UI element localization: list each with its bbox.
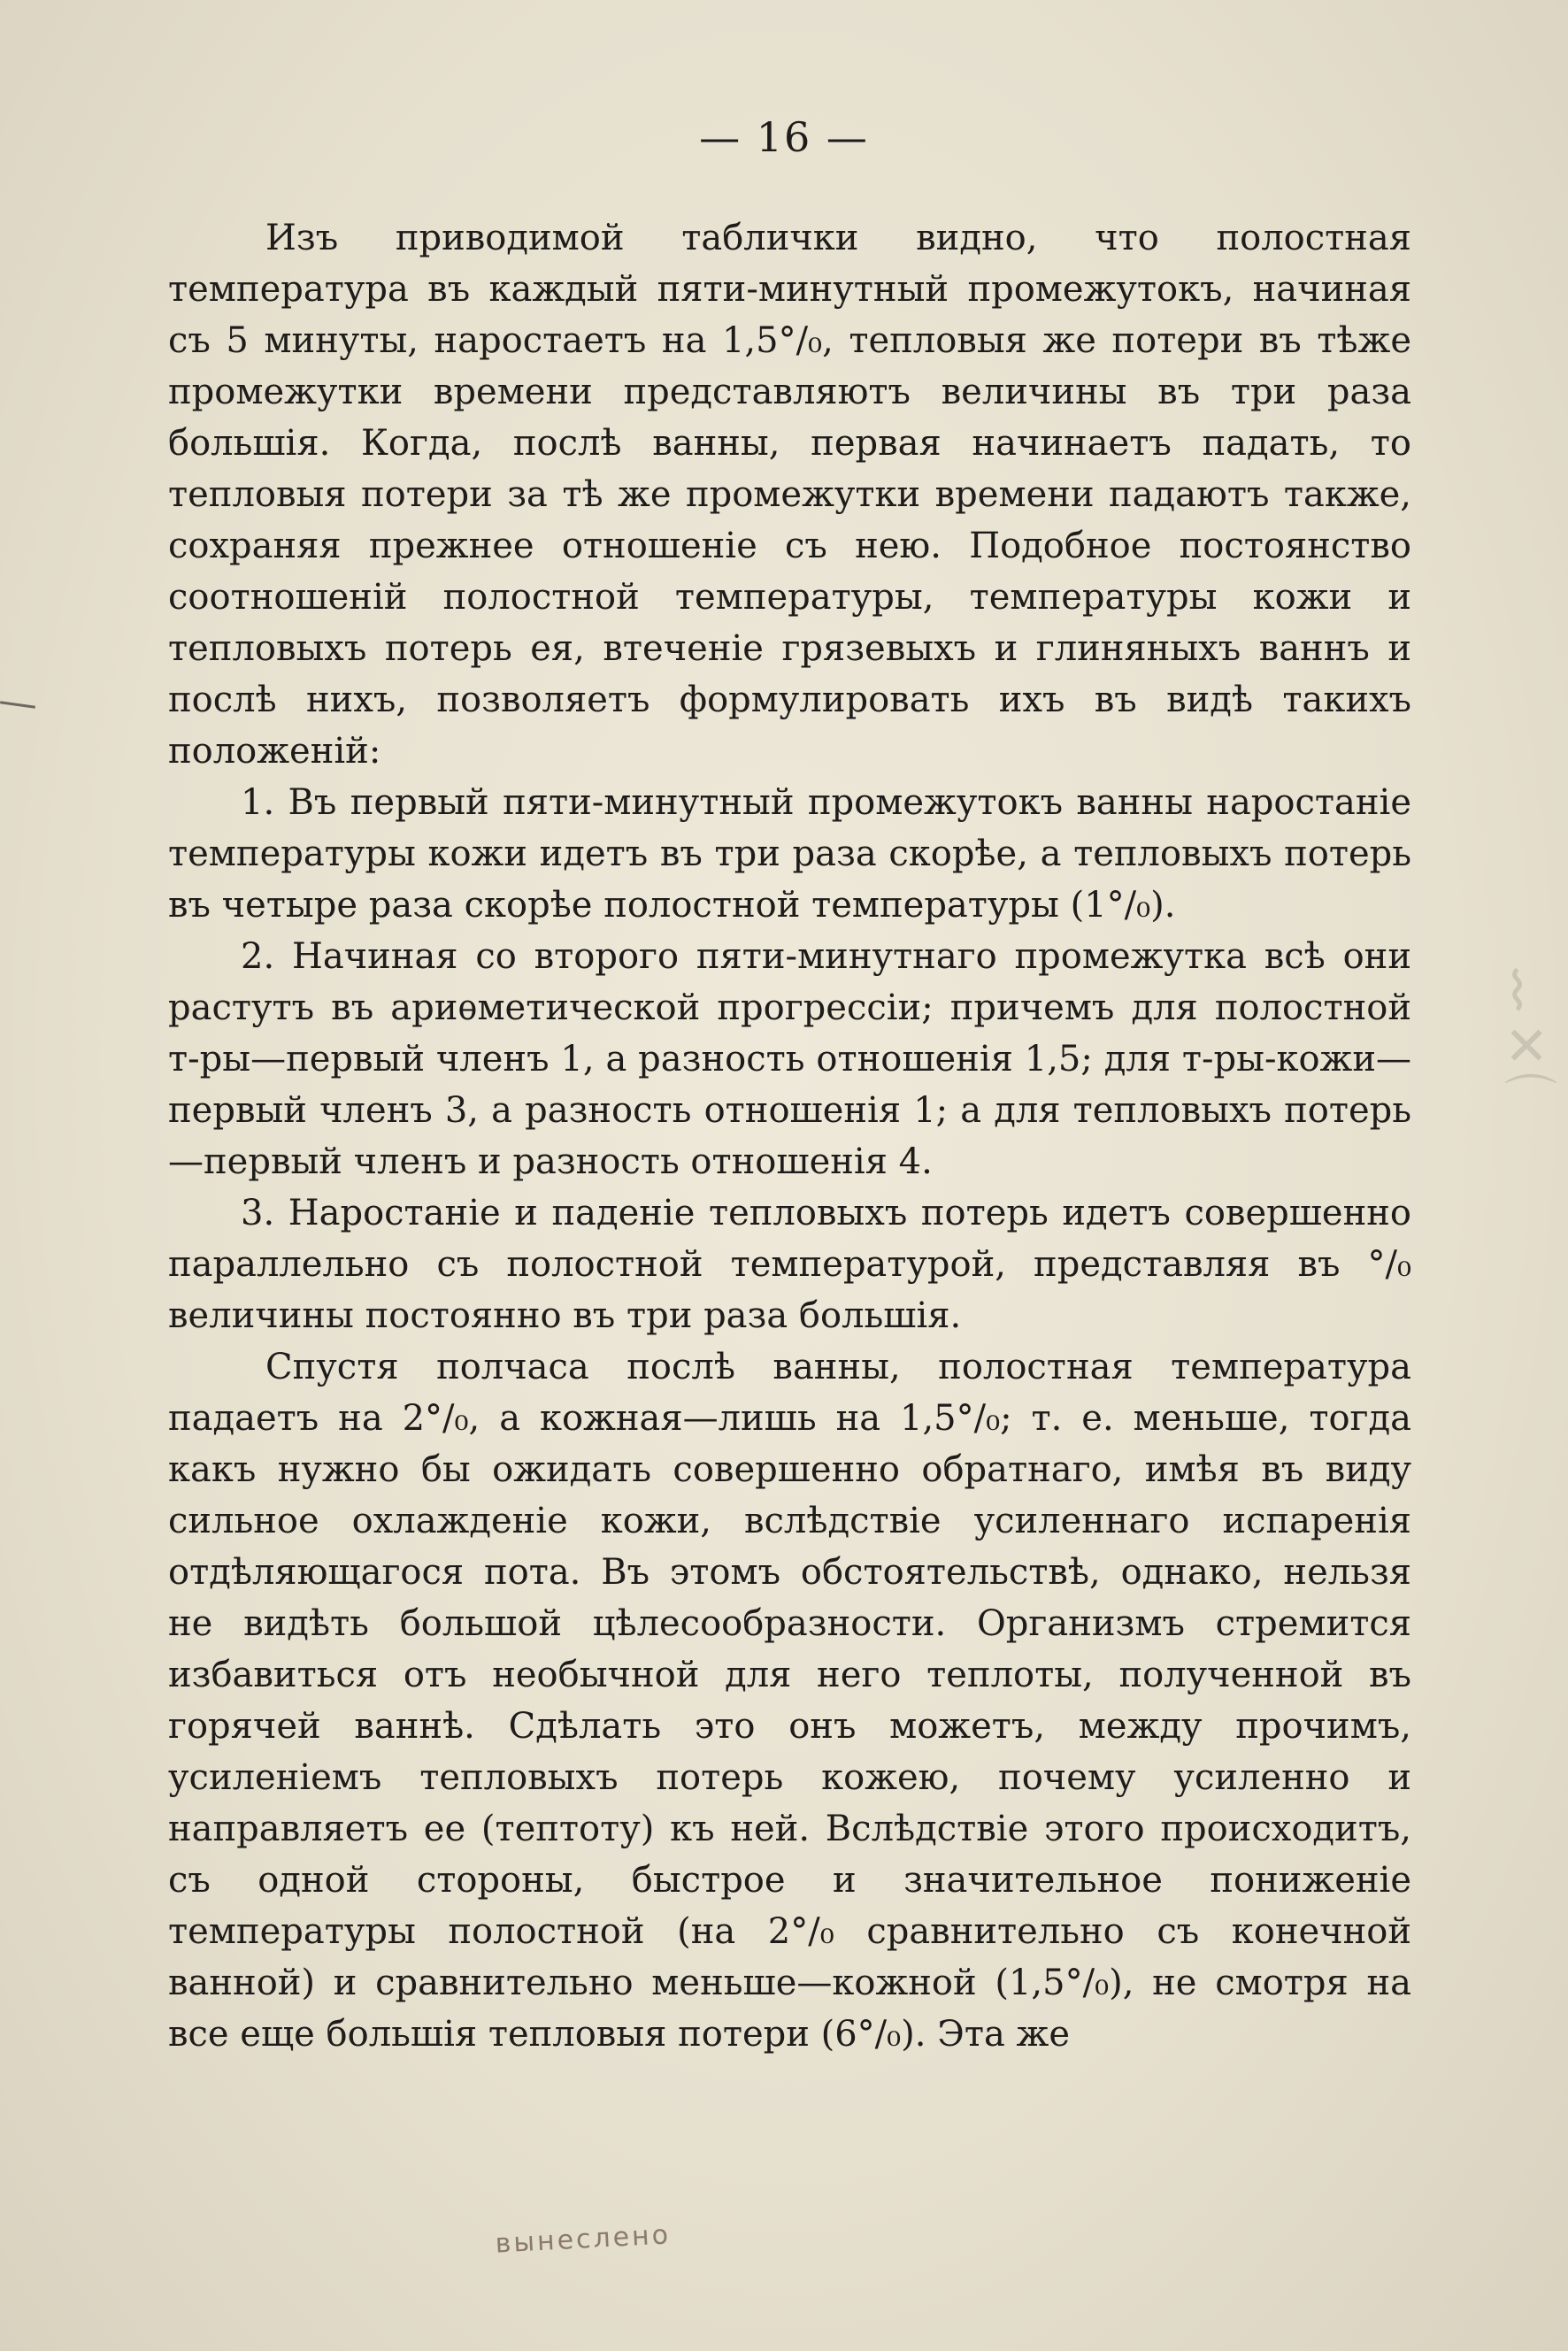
margin-dash-mark	[0, 701, 35, 709]
margin-scribble-mark: ⌇ ✕ ⌒	[1504, 961, 1557, 1133]
paragraph-item-2: 2. Начиная со второго пяти-минутнаго промежутка всѣ они растутъ въ ариѳметической прогрессіи; причемъ для полостной т-ры—первый членъ 1, а разность отношенія 1,5; для т-ры-кожи—первый членъ 3, а разность отношенія 1; а для тепловыхъ потерь—первый членъ и разность отношенія 4.	[168, 936, 1411, 1182]
page-number: — 16 —	[699, 113, 869, 161]
library-stamp: вынеслено	[494, 2219, 672, 2260]
paragraph-item-1: 1. Въ первый пяти-минутный промежутокъ ванны наростаніе температуры кожи идетъ въ три раза скорѣе, а тепловыхъ потерь въ четыре раза скорѣе полостной температуры (1°/₀).	[168, 782, 1411, 926]
paragraph-intro: Изъ приводимой таблички видно, что полостная температура въ каждый пяти-минутный промежутокъ, начиная съ 5 минуты, наростаетъ на 1,5°/₀, тепловыя же потери въ тѣже промежутки времени представляютъ величины въ три раза большія. Когда, послѣ ванны, первая начинаетъ падать, то тепловыя потери за тѣ же промежутки времени падаютъ также, сохраняя прежнее отношеніе съ нею. Подобное постоянство соотношеній полостной температуры, температуры кожи и тепловыхъ потерь ея, втеченіе грязевыхъ и глиняныхъ ваннъ и послѣ нихъ, позволяетъ формулировать ихъ въ видѣ такихъ положеній:	[168, 218, 1411, 772]
body-text	[168, 212, 1411, 2060]
paragraph-item-3: 3. Наростаніе и паденіе тепловыхъ потерь идетъ совершенно параллельно съ полостной температурой, представляя въ °/₀ величины постоянно въ три раза большія.	[168, 1193, 1411, 1336]
paragraph-conclusion: Спустя полчаса послѣ ванны, полостная температура падаетъ на 2°/₀, а кожная—лишь на 1,5°/₀; т. е. меньше, тогда какъ нужно бы ожидать совершенно обратнаго, имѣя въ виду сильное охлажденіе кожи, вслѣдствіе усиленнаго испаренія отдѣляющагося пота. Въ этомъ обстоятельствѣ, однако, нельзя не видѣть большой цѣлесообразности. Организмъ стремится избавиться отъ необычной для него теплоты, полученной въ горячей ваннѣ. Сдѣлать это онъ можетъ, между прочимъ, усиленіемъ тепловыхъ потерь кожею, почему усиленно и направляетъ ее (тептоту) къ ней. Вслѣдствіе этого происходитъ, съ одной стороны, быстрое и значительное пониженіе температуры полостной (на 2°/₀ сравнительно съ конечной ванной) и сравнительно меньше—кожной (1,5°/₀), не смотря на все еще большія тепловыя потери (6°/₀). Эта же	[168, 1347, 1411, 2055]
